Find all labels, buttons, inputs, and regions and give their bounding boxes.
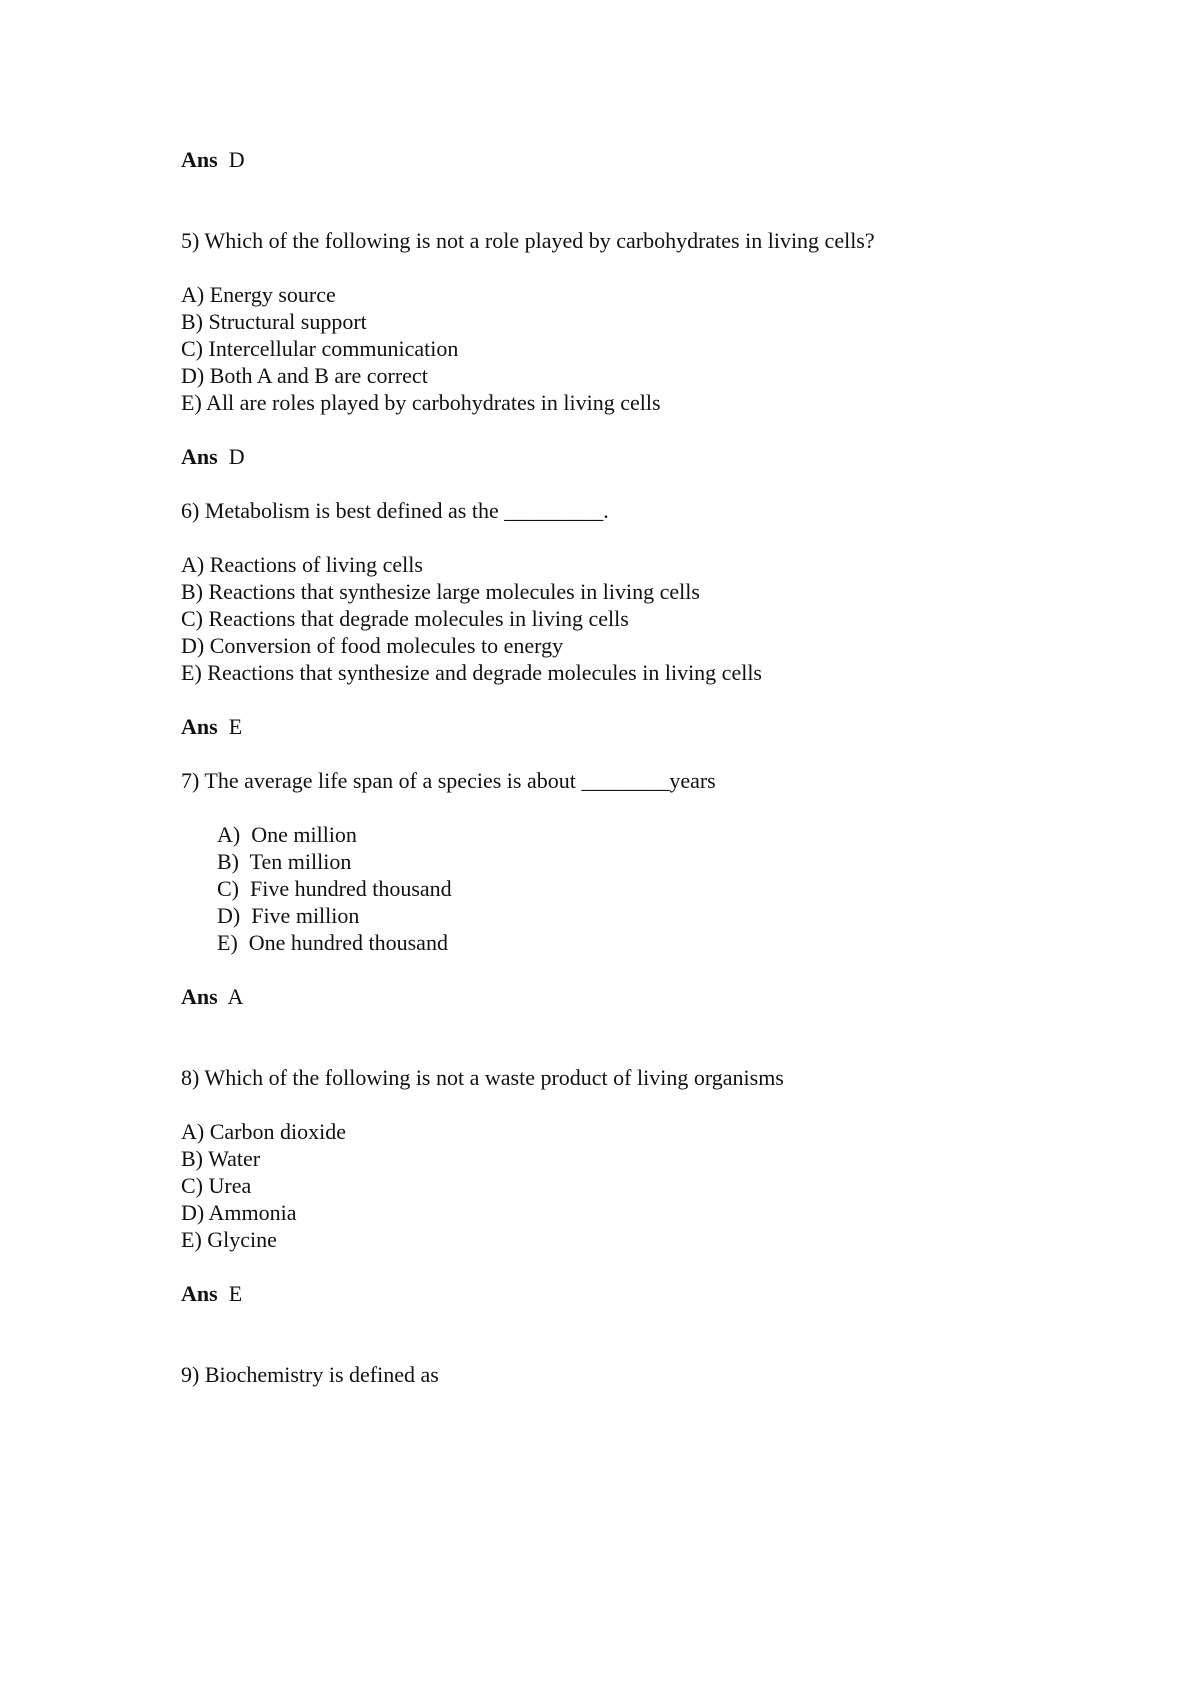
- answer-line-q6: [181, 713, 242, 741]
- question-6-text: 6) Metabolism is best defined as the _________.: [181, 498, 609, 523]
- q5-option-c: C) Intercellular communication: [181, 336, 459, 361]
- answer-label: Ans: [181, 444, 218, 469]
- question-5-text: 5) Which of the following is not a role played by carbohydrates in living cells?: [181, 228, 875, 253]
- answer-label: Ans: [181, 984, 218, 1009]
- q5-option-e: E) All are roles played by carbohydrates in living cells: [181, 390, 661, 415]
- answer-value: D: [228, 444, 245, 469]
- q5-option-a: A) Energy source: [181, 282, 336, 307]
- q6-option-b: B) Reactions that synthesize large molecules in living cells: [181, 579, 700, 604]
- q7-option-d: D) Five million: [217, 903, 360, 928]
- q7-option-a: A) One million: [217, 822, 357, 847]
- q7-option-c: C) Five hundred thousand: [217, 876, 452, 901]
- answer-label: Ans: [181, 1281, 218, 1306]
- q8-option-d: D) Ammonia: [181, 1200, 297, 1225]
- answer-line-q8: [181, 1280, 242, 1308]
- question-7-text: 7) The average life span of a species is about ________years: [181, 768, 716, 793]
- q6-option-c: C) Reactions that degrade molecules in living cells: [181, 606, 629, 631]
- q8-option-b: B) Water: [181, 1146, 261, 1171]
- q5-option-d: D) Both A and B are correct: [181, 363, 428, 388]
- q7-option-b: B) Ten million: [217, 849, 352, 874]
- answer-label: Ans: [181, 714, 218, 739]
- q5-option-b: B) Structural support: [181, 309, 367, 334]
- answer-value: E: [228, 1281, 243, 1306]
- q8-option-c: C) Urea: [181, 1173, 252, 1198]
- q8-option-e: E) Glycine: [181, 1227, 277, 1252]
- answer-label: Ans: [181, 147, 218, 172]
- answer-value: E: [228, 714, 243, 739]
- q8-option-a: A) Carbon dioxide: [181, 1119, 346, 1144]
- answer-line-q7: [181, 983, 243, 1011]
- answer-value: A: [227, 984, 244, 1009]
- answer-line-q5: [181, 443, 245, 471]
- answer-line-q4: [181, 146, 245, 174]
- answer-value: D: [228, 147, 245, 172]
- question-8-text: 8) Which of the following is not a waste product of living organisms: [181, 1065, 784, 1090]
- q6-option-d: D) Conversion of food molecules to energy: [181, 633, 564, 658]
- q6-option-a: A) Reactions of living cells: [181, 552, 423, 577]
- q6-option-e: E) Reactions that synthesize and degrade molecules in living cells: [181, 660, 762, 685]
- q7-option-e: E) One hundred thousand: [217, 930, 448, 955]
- question-9-text: 9) Biochemistry is defined as: [181, 1362, 439, 1387]
